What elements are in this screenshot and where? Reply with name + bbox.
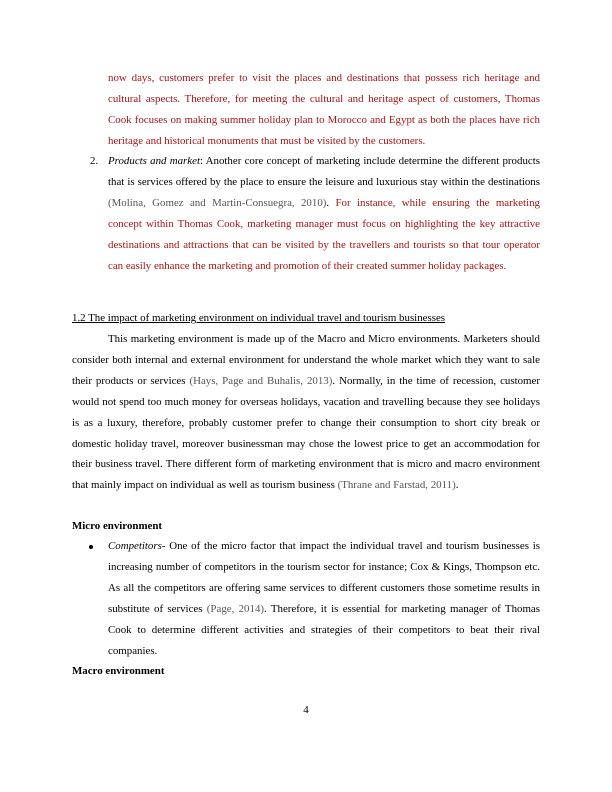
list-item-term: Competitors [108, 540, 162, 552]
list-item-term: Products and market [108, 155, 200, 167]
citation: (Page, 2014) [206, 602, 265, 615]
list-item-text: - One of the micro factor that impact the individual travel and tourism businesses is increasing number of competitors in the tourism sector for instance; Cox & Kings, Thompson etc. As all the competitors are offering same services to different customers those sometime results in substitute of services [108, 540, 540, 615]
body-text: . Normally, in the time of recession, customer would not spend too much money for overseas holidays, vacation and travelling because they see holidays is as a luxury, therefore, probably customer prefer to change their consumption to short city break or domestic holiday travel, moreover businessman may chose the lowest price to get an accommodation for their business travel. There different form of marketing environment that is micro and macro environment that mainly impact on individual as well as tourism business [72, 374, 540, 492]
list-item-text: : Another core concept of marketing include determine the different products that is services offered by the place to ensure the leisure and luxurious stay within the destinations [108, 155, 540, 188]
list-item-competitors [108, 536, 540, 661]
body-text: . [455, 479, 459, 492]
continuation-paragraph: now days, customers prefer to visit the places and destinations that possess rich heritage and cultural aspects. Therefore, for meeting the cultural and heritage aspect of customers, Thomas Cook focuses on making summer holiday plan to Morocco and Egypt as both the places have rich heritage and historical monuments that must be visited by the customers. [108, 72, 540, 147]
list-item-products-and-market [108, 151, 540, 276]
bullet-icon [89, 545, 93, 549]
body-paragraph [72, 329, 540, 496]
micro-environment-heading: Micro environment [72, 520, 163, 532]
list-item-text: . Therefore, it is essential for marketing manager of Thomas Cook to determine different activities and strategies of their competitors to beat their rival companies. [108, 602, 540, 657]
body-text: This marketing environment is made up of the Macro and Micro environments. Marketers should consider both internal and external environment for understand the whole market which they want to sale their products or services [72, 333, 540, 387]
citation: (Hays, Page and Buhalis, 2013) [189, 374, 333, 387]
section-heading: 1.2 The impact of marketing environment on individual travel and tourism businesses [72, 312, 446, 324]
macro-environment-heading: Macro environment [72, 665, 165, 677]
citation: (Thrane and Farstad, 2011) [337, 479, 456, 492]
list-number-2: 2. [90, 155, 99, 167]
list-item-text: . [326, 196, 336, 209]
highlighted-text: For instance, while ensuring the marketing concept within Thomas Cook, marketing manager must focus on highlighting the key attractive destinations and attractions that can be visited by the travellers and tourists so that tour operator can easily enhance the marketing and promotion of their created summer holiday packages. [108, 196, 540, 272]
page-number: 4 [303, 704, 309, 716]
citation: (Molina, Gomez and Martin-Consuegra, 2010) [108, 196, 327, 209]
